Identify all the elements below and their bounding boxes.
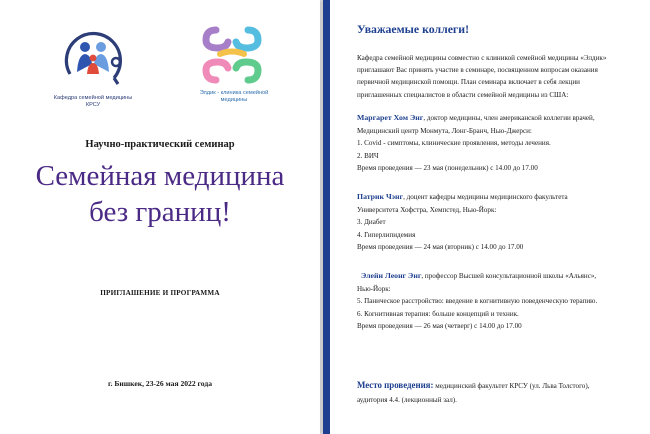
invitation-heading: ПРИГЛАШЕНИЕ И ПРОГРАММА [100,289,220,297]
topic-item: 1. Covid - симптомы, клинические проявления, методы лечения. [357,139,551,148]
logo-ksru-caption: Кафедра семейной медицины КРСУ [53,95,133,108]
speaker-block: Маргарет Хом Энг, доктор медицины, член американской коллегии врачей, Медицинский центр Монмута, Лонг-Бранч, Нью-Джерси: 1. Covid - симптомы, клинические проявления, методы лечения. 2. ВИЧ Время проведения — 23 мая (понедельник) с 14.00 до 17.00 [357,112,637,175]
speaker-block: Патрик Чэнг, доцент кафедры медицины медицинского факультета Университета Хофстра, Хемпстед, Нью-Йорк: 3. Диабет 4. Гиперлипидемия Время проведения — 24 мая (вторник) с 14.00 до 17.00 [357,191,637,254]
topic-item: 4. Гиперлипидемия [357,230,416,239]
speaker-name: Патрик Чэнг [357,192,404,201]
logo-edlik-caption: Элдик - клиника семейной медицины [199,90,269,103]
title-line-2: без границ! [89,196,231,228]
topic-item: 6. Когнитивная терапия: больше концепций и техник. [357,309,519,318]
session-time: Время проведения — 26 мая (четверг) с 14.00 до 17.00 [357,322,522,331]
venue: Место проведения: медицинский факультет КРСУ (ул. Льва Толстого), аудитория 4.4. (лекционный зал). [357,380,590,404]
session-time: Время проведения — 24 мая (вторник) с 14.00 до 17.00 [357,243,524,252]
speaker-block: Элейн Леонг Энг, профессор Высшей консультационной школы «Альянс», Нью-Йорк: 5. Паническое расстройство: введение в когнитивную поведенческую терапию. 6. Когнитивная терапия: больше концепций и техник. Время проведения — 26 мая (четверг) с 14.00 до 17.00 [357,270,637,333]
speaker-name: Элейн Леонг Энг [361,271,422,280]
colorful-pinwheel-icon [196,22,268,88]
place-date: г. Бишкек, 23-26 мая 2022 года [107,379,213,388]
page-stripe [323,0,330,434]
intro-paragraph: Кафедра семейной медицины совместно с клиникой семейной медицины «Элдик» приглашают Вас принять участие в семинаре, посвященном вопросам оказания первичной медицинской помощи. План семинара включает в себя лекции приглашенных специалистов в области семейной медицины из США: [357,54,607,99]
topic-item: 3. Диабет [357,218,386,227]
family-stethoscope-icon [58,22,128,92]
seminar-type: Научно-практический семинар [85,139,235,150]
venue-label: Место проведения: [357,380,434,390]
greeting: Уважаемые коллеги! [357,22,470,36]
session-time: Время проведения — 23 мая (понедельник) с 14.00 до 17.00 [357,164,538,173]
seminar-title [0,158,320,230]
topic-item: 5. Паническое расстройство: введение в когнитивную поведенческую терапию. [357,297,598,306]
cover-page [0,0,320,434]
topic-item: 2. ВИЧ [357,151,379,160]
program-page [323,0,650,434]
speaker-name: Маргарет Хом Энг [357,113,424,122]
title-line-1: Семейная медицина [35,160,285,192]
